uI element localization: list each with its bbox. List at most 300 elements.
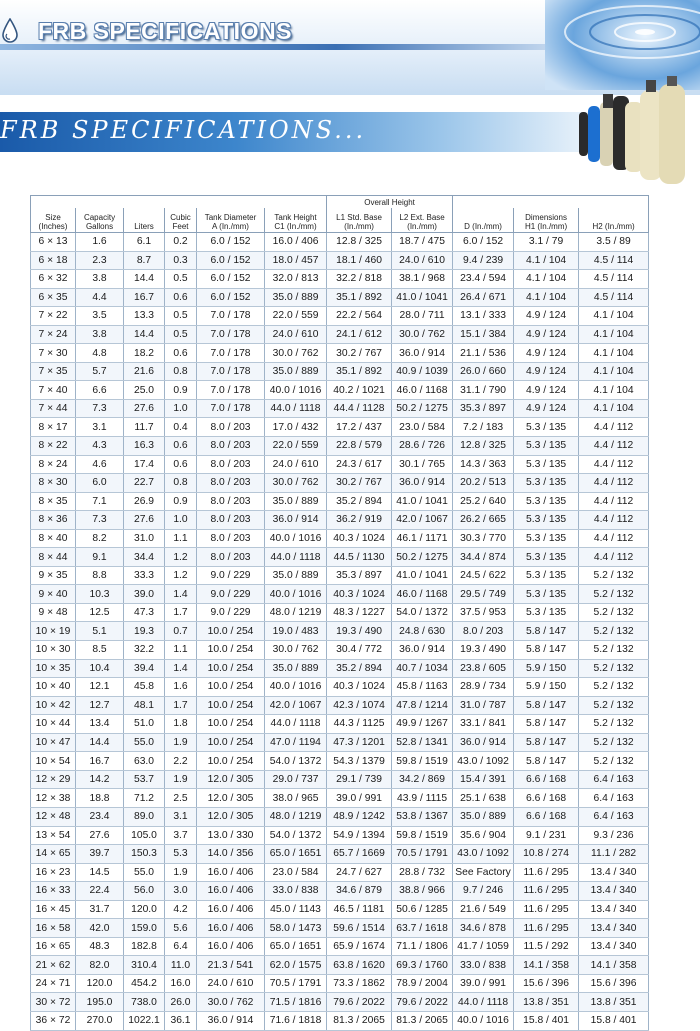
column-header-line1: Cubic — [170, 213, 191, 222]
table-cell: 5.3 / 135 — [514, 437, 579, 456]
table-cell: 50.6 / 1285 — [392, 900, 453, 919]
table-cell: 22.0 / 559 — [265, 307, 327, 326]
table-cell: 36.0 / 914 — [197, 1011, 265, 1030]
table-cell: 27.6 — [124, 399, 165, 418]
table-cell: 24.8 / 630 — [392, 622, 453, 641]
table-row — [31, 381, 649, 400]
column-header-line2: H1 (In./mm) — [524, 222, 568, 231]
table-cell: 0.5 — [165, 325, 197, 344]
table-cell: 56.0 — [124, 882, 165, 901]
table-row — [31, 362, 649, 381]
table-cell: 4.1 / 104 — [514, 288, 579, 307]
table-cell: 42.3 / 1074 — [327, 696, 392, 715]
table-cell: 36.2 / 919 — [327, 511, 392, 530]
table-cell: 9.0 / 229 — [197, 585, 265, 604]
table-cell: 120.0 — [76, 974, 124, 993]
table-cell: 38.8 / 966 — [392, 882, 453, 901]
table-row — [31, 1011, 649, 1030]
table-cell: 35.1 / 892 — [327, 362, 392, 381]
table-cell: 7.0 / 178 — [197, 344, 265, 363]
table-cell: 7.3 — [76, 511, 124, 530]
table-cell: 5.8 / 147 — [514, 641, 579, 660]
table-cell: 8.0 / 203 — [197, 492, 265, 511]
table-cell: 54.0 / 1372 — [265, 752, 327, 771]
table-cell: 23.4 / 594 — [453, 270, 514, 289]
table-row — [31, 863, 649, 882]
table-cell: 22.0 / 559 — [265, 437, 327, 456]
table-cell: 54.0 / 1372 — [392, 603, 453, 622]
table-cell: 9 × 48 — [31, 603, 76, 622]
table-cell: 5.3 / 135 — [514, 474, 579, 493]
table-cell: 31.7 — [76, 900, 124, 919]
table-cell: 4.4 / 112 — [579, 418, 649, 437]
table-cell: 12.0 / 305 — [197, 770, 265, 789]
table-cell: 7.2 / 183 — [453, 418, 514, 437]
table-cell: 30.2 / 767 — [327, 474, 392, 493]
table-cell: 46.5 / 1181 — [327, 900, 392, 919]
table-cell: 13.4 / 340 — [579, 900, 649, 919]
table-cell: 54.9 / 1394 — [327, 826, 392, 845]
table-cell: 6.4 — [165, 937, 197, 956]
table-row — [31, 511, 649, 530]
table-cell: 40.0 / 1016 — [265, 678, 327, 697]
table-cell: 8.7 — [124, 251, 165, 270]
table-cell: 25.0 — [124, 381, 165, 400]
table-cell: 18.1 / 460 — [327, 251, 392, 270]
table-cell: 48.0 / 1219 — [265, 603, 327, 622]
table-cell: 3.5 / 89 — [579, 233, 649, 252]
table-cell: 32.0 / 813 — [265, 270, 327, 289]
table-cell: 5.7 — [76, 362, 124, 381]
table-cell: 12 × 29 — [31, 770, 76, 789]
table-cell: 14.0 / 356 — [197, 845, 265, 864]
table-cell: 8 × 35 — [31, 492, 76, 511]
table-cell: 8.0 / 203 — [197, 548, 265, 567]
table-cell: 40.2 / 1021 — [327, 381, 392, 400]
table-cell: 13.4 / 340 — [579, 882, 649, 901]
table-cell: 4.3 — [76, 437, 124, 456]
table-row — [31, 622, 649, 641]
column-header-line1: Capacity — [83, 213, 116, 222]
table-cell: 14 × 65 — [31, 845, 76, 864]
table-cell: 11.6 / 295 — [514, 863, 579, 882]
column-header-line1: Size — [45, 213, 61, 222]
table-row — [31, 919, 649, 938]
table-cell: 17.2 / 437 — [327, 418, 392, 437]
table-cell: 6.0 / 152 — [197, 233, 265, 252]
table-row — [31, 696, 649, 715]
table-cell: 3.1 — [76, 418, 124, 437]
table-cell: 32.2 — [124, 641, 165, 660]
table-cell: 40.9 / 1039 — [392, 362, 453, 381]
table-cell: 5.3 / 135 — [514, 492, 579, 511]
table-cell: 65.9 / 1674 — [327, 937, 392, 956]
table-row — [31, 399, 649, 418]
column-header-line2: C1 (In./mm) — [274, 222, 317, 231]
table-cell: 16 × 65 — [31, 937, 76, 956]
table-cell: 35.3 / 897 — [327, 566, 392, 585]
column-header-line2: (Inches) — [38, 222, 68, 231]
table-cell: 2.5 — [165, 789, 197, 808]
table-cell: 4.4 / 112 — [579, 437, 649, 456]
column-header-line1: Tank Diameter — [204, 213, 257, 222]
section-title: FRB SPECIFICATIONS... — [0, 116, 367, 144]
column-header-line2: (In./mm) — [407, 222, 437, 231]
table-cell: 16.7 — [76, 752, 124, 771]
table-cell: 12.8 / 325 — [327, 233, 392, 252]
table-cell: 5.2 / 132 — [579, 641, 649, 660]
table-cell: 48.3 / 1227 — [327, 603, 392, 622]
table-super-header-spacer — [31, 196, 327, 209]
table-cell: 27.6 — [124, 511, 165, 530]
table-cell: 9.7 / 246 — [453, 882, 514, 901]
table-cell: 82.0 — [76, 956, 124, 975]
table-row — [31, 937, 649, 956]
table-cell: 52.8 / 1341 — [392, 733, 453, 752]
table-cell: 24.5 / 622 — [453, 566, 514, 585]
table-cell: 1.2 — [165, 566, 197, 585]
table-cell: 29.0 / 737 — [265, 770, 327, 789]
table-cell: 6.0 / 152 — [197, 288, 265, 307]
table-cell: 5.3 — [165, 845, 197, 864]
table-cell: 4.4 / 112 — [579, 474, 649, 493]
table-cell: 8.5 — [76, 641, 124, 660]
table-cell: 4.4 / 112 — [579, 492, 649, 511]
table-cell: 40.0 / 1016 — [265, 585, 327, 604]
table-cell: 28.9 / 734 — [453, 678, 514, 697]
table-row — [31, 993, 649, 1012]
table-cell: 11.7 — [124, 418, 165, 437]
table-cell: 8 × 24 — [31, 455, 76, 474]
column-header-line2: H2 (In./mm) — [592, 222, 635, 231]
table-cell: 5.2 / 132 — [579, 678, 649, 697]
table-cell: 16.0 / 406 — [197, 882, 265, 901]
table-cell: 55.0 — [124, 733, 165, 752]
table-cell: 16.0 / 406 — [265, 233, 327, 252]
table-cell: 12.7 — [76, 696, 124, 715]
table-cell: 65.7 / 1669 — [327, 845, 392, 864]
table-cell: 62.0 / 1575 — [265, 956, 327, 975]
table-cell: 30.2 / 767 — [327, 344, 392, 363]
table-cell: 22.7 — [124, 474, 165, 493]
table-cell: 40.7 / 1034 — [392, 659, 453, 678]
table-cell: 11.6 / 295 — [514, 882, 579, 901]
table-cell: 28.6 / 726 — [392, 437, 453, 456]
table-cell: 11.1 / 282 — [579, 845, 649, 864]
column-header — [327, 208, 392, 233]
table-cell: 10.8 / 274 — [514, 845, 579, 864]
table-cell: 30.0 / 762 — [265, 474, 327, 493]
table-cell: 10.0 / 254 — [197, 641, 265, 660]
table-cell: 6.6 / 168 — [514, 770, 579, 789]
table-cell: 5.8 / 147 — [514, 715, 579, 734]
table-cell: 4.5 / 114 — [579, 288, 649, 307]
table-cell: 58.0 / 1473 — [265, 919, 327, 938]
table-cell: 5.8 / 147 — [514, 696, 579, 715]
table-cell: 53.8 / 1367 — [392, 807, 453, 826]
table-cell: 3.1 — [165, 807, 197, 826]
table-cell: 1.1 — [165, 641, 197, 660]
table-cell: 27.6 — [76, 826, 124, 845]
table-cell: 55.0 — [124, 863, 165, 882]
table-cell: 24.1 / 612 — [327, 325, 392, 344]
table-row — [31, 585, 649, 604]
table-cell: 5.3 / 135 — [514, 529, 579, 548]
table-cell: 13.4 / 340 — [579, 863, 649, 882]
column-header — [197, 208, 265, 233]
table-cell: 4.9 / 124 — [514, 307, 579, 326]
table-cell: 73.3 / 1862 — [327, 974, 392, 993]
table-cell: 10.0 / 254 — [197, 696, 265, 715]
table-cell: 65.0 / 1651 — [265, 845, 327, 864]
table-cell: 47.3 — [124, 603, 165, 622]
table-cell: 5.8 / 147 — [514, 622, 579, 641]
table-row — [31, 603, 649, 622]
table-super-header-row — [31, 196, 649, 209]
table-cell: 9 × 35 — [31, 566, 76, 585]
table-row — [31, 233, 649, 252]
table-cell: 69.3 / 1760 — [392, 956, 453, 975]
table-cell: 71.6 / 1818 — [265, 1011, 327, 1030]
table-cell: 5.3 / 135 — [514, 511, 579, 530]
table-cell: 4.4 / 112 — [579, 455, 649, 474]
table-cell: 47.0 / 1194 — [265, 733, 327, 752]
table-cell: 53.7 — [124, 770, 165, 789]
table-cell: 0.6 — [165, 437, 197, 456]
table-cell: 13.4 / 340 — [579, 937, 649, 956]
table-cell: 46.0 / 1168 — [392, 381, 453, 400]
table-row — [31, 548, 649, 567]
table-cell: 5.3 / 135 — [514, 585, 579, 604]
water-drop-icon — [2, 18, 18, 44]
table-cell: 65.0 / 1651 — [265, 937, 327, 956]
table-cell: 43.0 / 1092 — [453, 752, 514, 771]
table-cell: 7 × 24 — [31, 325, 76, 344]
table-cell: 21.3 / 541 — [197, 956, 265, 975]
table-cell: 44.0 / 1118 — [453, 993, 514, 1012]
table-cell: 1.2 — [165, 548, 197, 567]
table-cell: 10.0 / 254 — [197, 733, 265, 752]
table-cell: 35.0 / 889 — [265, 492, 327, 511]
column-header — [76, 208, 124, 233]
table-cell: 15.6 / 396 — [514, 974, 579, 993]
table-cell: 13.0 / 330 — [197, 826, 265, 845]
table-cell: 47.8 / 1214 — [392, 696, 453, 715]
table-cell: 70.5 / 1791 — [265, 974, 327, 993]
table-cell: 4.5 / 114 — [579, 251, 649, 270]
table-cell: 5.3 / 135 — [514, 455, 579, 474]
table-cell: 44.3 / 1125 — [327, 715, 392, 734]
table-cell: 1.9 — [165, 733, 197, 752]
table-cell: 8 × 22 — [31, 437, 76, 456]
table-cell: 35.2 / 894 — [327, 492, 392, 511]
table-cell: 30.0 / 762 — [392, 325, 453, 344]
table-cell: 41.0 / 1041 — [392, 492, 453, 511]
table-cell: 13.3 — [124, 307, 165, 326]
table-cell: 10.0 / 254 — [197, 715, 265, 734]
table-cell: 16.0 / 406 — [197, 919, 265, 938]
table-cell: 5.9 / 150 — [514, 659, 579, 678]
table-row — [31, 251, 649, 270]
table-cell: 4.9 / 124 — [514, 344, 579, 363]
table-cell: 4.1 / 104 — [579, 362, 649, 381]
table-cell: 79.6 / 2022 — [327, 993, 392, 1012]
table-row — [31, 418, 649, 437]
column-header-line2: Liters — [134, 222, 154, 231]
table-cell: 39.0 / 991 — [453, 974, 514, 993]
table-cell: 8 × 40 — [31, 529, 76, 548]
table-cell: 30.0 / 762 — [265, 641, 327, 660]
table-cell: 10.0 / 254 — [197, 752, 265, 771]
table-cell: 2.2 — [165, 752, 197, 771]
table-cell: 35.0 / 889 — [265, 362, 327, 381]
table-cell: 10 × 42 — [31, 696, 76, 715]
table-cell: 3.8 — [76, 270, 124, 289]
table-cell: 33.1 / 841 — [453, 715, 514, 734]
table-cell: 1.6 — [165, 678, 197, 697]
table-cell: 18.2 — [124, 344, 165, 363]
table-cell: 34.4 / 874 — [453, 548, 514, 567]
table-cell: 20.2 / 513 — [453, 474, 514, 493]
table-cell: 15.1 / 384 — [453, 325, 514, 344]
table-cell: 4.1 / 104 — [579, 344, 649, 363]
table-cell: 5.2 / 132 — [579, 603, 649, 622]
table-cell: 10 × 47 — [31, 733, 76, 752]
table-cell: 14.2 — [76, 770, 124, 789]
table-cell: 9.1 — [76, 548, 124, 567]
column-header — [392, 208, 453, 233]
table-cell: 738.0 — [124, 993, 165, 1012]
filter-tanks-illustration — [573, 72, 700, 188]
table-cell: 4.1 / 104 — [579, 381, 649, 400]
table-cell: 1.9 — [165, 770, 197, 789]
table-cell: 105.0 — [124, 826, 165, 845]
table-cell: 12.5 — [76, 603, 124, 622]
table-cell: 24.0 / 610 — [265, 325, 327, 344]
table-cell: 41.0 / 1041 — [392, 566, 453, 585]
table-cell: 71.5 / 1816 — [265, 993, 327, 1012]
table-cell: 1.1 — [165, 529, 197, 548]
table-cell: 4.4 / 112 — [579, 529, 649, 548]
table-cell: 12.0 / 305 — [197, 807, 265, 826]
table-cell: 35.1 / 892 — [327, 288, 392, 307]
table-row — [31, 344, 649, 363]
table-cell: 8.0 / 203 — [197, 511, 265, 530]
table-cell: 18.8 — [76, 789, 124, 808]
table-cell: 5.2 / 132 — [579, 733, 649, 752]
table-cell: 150.3 — [124, 845, 165, 864]
table-cell: 35.6 / 904 — [453, 826, 514, 845]
table-cell: 7 × 40 — [31, 381, 76, 400]
table-cell: 59.8 / 1519 — [392, 826, 453, 845]
table-row — [31, 715, 649, 734]
table-cell: 40.3 / 1024 — [327, 585, 392, 604]
table-cell: 43.0 / 1092 — [453, 845, 514, 864]
table-cell: 6 × 35 — [31, 288, 76, 307]
table-cell: 15.4 / 391 — [453, 770, 514, 789]
table-cell: 7 × 44 — [31, 399, 76, 418]
table-cell: 26.0 — [165, 993, 197, 1012]
table-cell: 19.3 / 490 — [453, 641, 514, 660]
table-cell: 30.4 / 772 — [327, 641, 392, 660]
table-cell: 35.0 / 889 — [265, 288, 327, 307]
table-cell: 14.4 — [124, 270, 165, 289]
table-cell: 0.2 — [165, 233, 197, 252]
table-cell: 9.1 / 231 — [514, 826, 579, 845]
table-cell: 48.3 — [76, 937, 124, 956]
table-cell: 41.0 / 1041 — [392, 288, 453, 307]
table-cell: 6.4 / 163 — [579, 770, 649, 789]
column-header-line1: Tank Height — [274, 213, 317, 222]
table-row — [31, 752, 649, 771]
column-header-line2: D (In./mm) — [464, 222, 502, 231]
table-cell: 42.0 — [76, 919, 124, 938]
page-title: FRB SPECIFICATIONS — [38, 18, 292, 44]
table-cell: 51.0 — [124, 715, 165, 734]
table-cell: 21.1 / 536 — [453, 344, 514, 363]
table-cell: 33.0 / 838 — [453, 956, 514, 975]
table-cell: 11.6 / 295 — [514, 919, 579, 938]
table-row — [31, 807, 649, 826]
table-cell: 48.1 — [124, 696, 165, 715]
table-row — [31, 789, 649, 808]
table-cell: 11.6 / 295 — [514, 900, 579, 919]
table-cell: 16.0 — [165, 974, 197, 993]
table-cell: 7.0 / 178 — [197, 381, 265, 400]
table-cell: 7.3 — [76, 399, 124, 418]
table-cell: 5.9 / 150 — [514, 678, 579, 697]
table-cell: 30.0 / 762 — [197, 993, 265, 1012]
table-cell: 59.6 / 1514 — [327, 919, 392, 938]
table-cell: 0.9 — [165, 381, 197, 400]
table-cell: 29.1 / 739 — [327, 770, 392, 789]
table-cell: 0.5 — [165, 270, 197, 289]
table-cell: 24.0 / 610 — [392, 251, 453, 270]
table-cell: 41.7 / 1059 — [453, 937, 514, 956]
table-cell: 5.6 — [165, 919, 197, 938]
table-cell: 89.0 — [124, 807, 165, 826]
table-cell: 5.1 — [76, 622, 124, 641]
table-cell: 182.8 — [124, 937, 165, 956]
table-cell: 31.0 — [124, 529, 165, 548]
table-row — [31, 288, 649, 307]
table-cell: 310.4 — [124, 956, 165, 975]
table-row — [31, 641, 649, 660]
table-cell: 49.9 / 1267 — [392, 715, 453, 734]
table-row — [31, 455, 649, 474]
column-header — [453, 208, 514, 233]
table-cell: 195.0 — [76, 993, 124, 1012]
table-cell: 7.0 / 178 — [197, 399, 265, 418]
table-cell: 6.4 / 163 — [579, 789, 649, 808]
table-cell: 19.0 / 483 — [265, 622, 327, 641]
table-cell: 35.2 / 894 — [327, 659, 392, 678]
table-cell: 40.3 / 1024 — [327, 529, 392, 548]
table-cell: 10 × 35 — [31, 659, 76, 678]
table-cell: 10.0 / 254 — [197, 659, 265, 678]
table-cell: 10 × 40 — [31, 678, 76, 697]
table-cell: 38.1 / 968 — [392, 270, 453, 289]
table-cell: 30.1 / 765 — [392, 455, 453, 474]
table-cell: 1.4 — [165, 659, 197, 678]
table-cell: 36.0 / 914 — [453, 733, 514, 752]
table-cell: 0.8 — [165, 474, 197, 493]
table-cell: 13.1 / 333 — [453, 307, 514, 326]
table-cell: 15.8 / 401 — [514, 1011, 579, 1030]
table-cell: 9.0 / 229 — [197, 566, 265, 585]
table-row — [31, 770, 649, 789]
table-cell: 18.7 / 475 — [392, 233, 453, 252]
